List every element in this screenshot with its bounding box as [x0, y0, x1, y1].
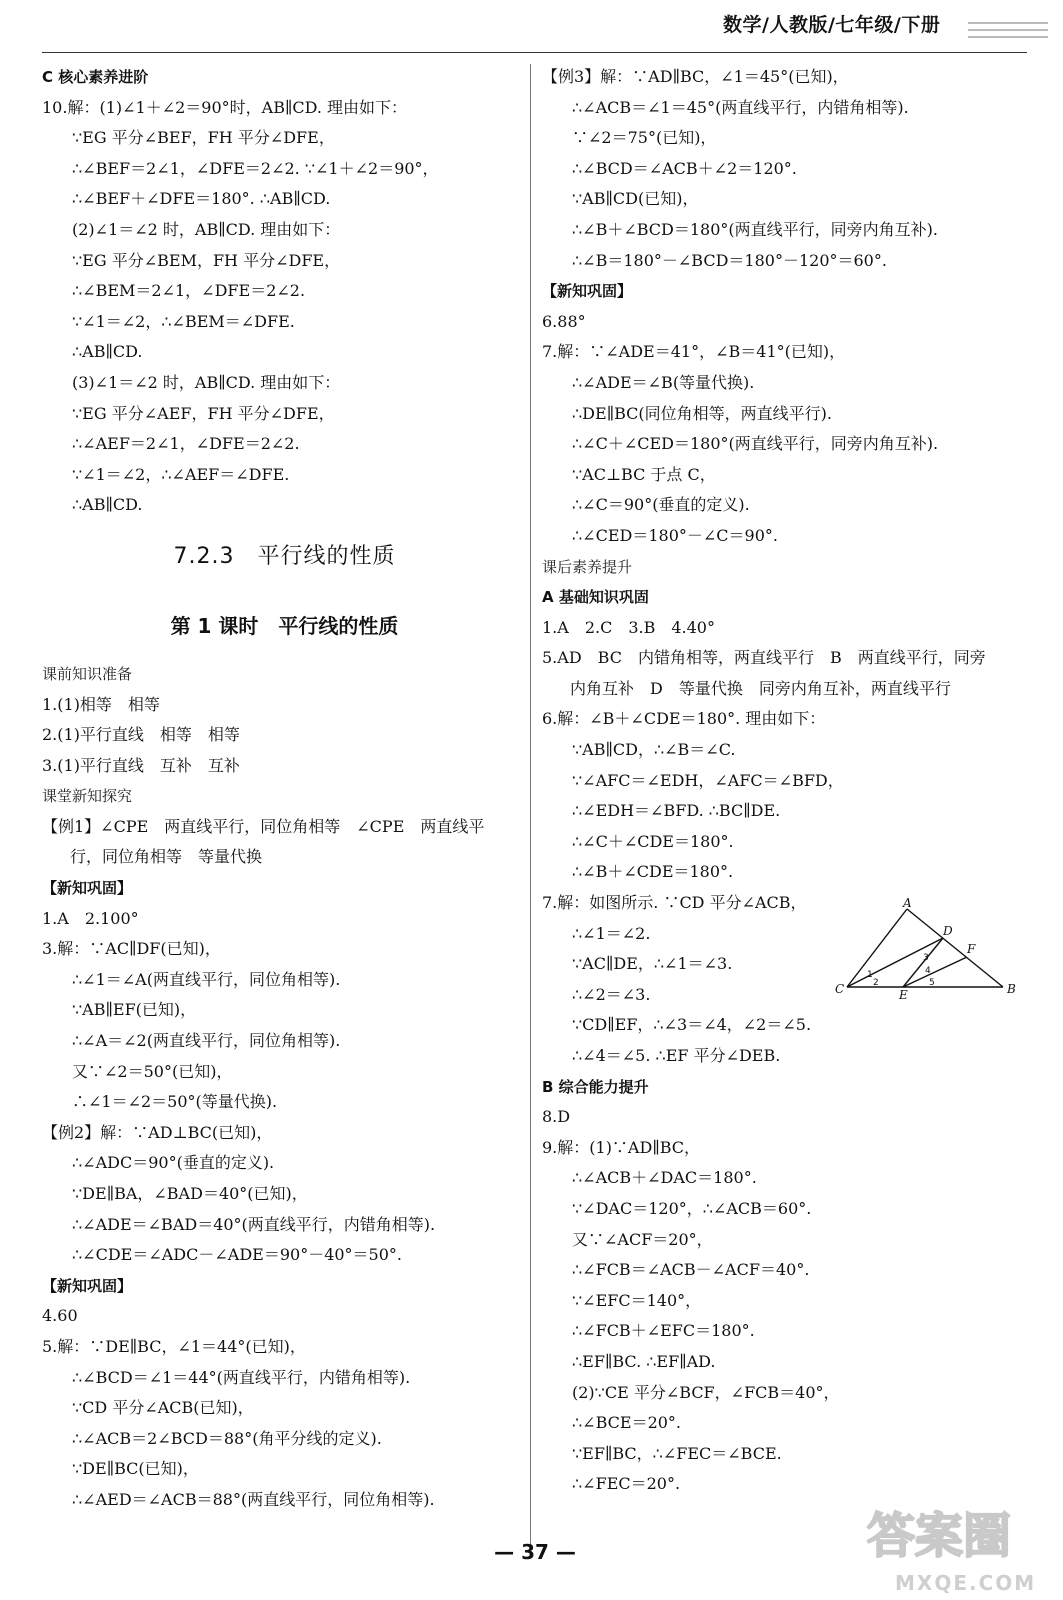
right-line-35: 8.D [542, 1107, 571, 1127]
page-number: — 37 — [494, 1540, 576, 1564]
right-line-12: ∴DE∥BC(同位角相等，两直线平行). [572, 403, 832, 423]
header-decoration [968, 22, 1048, 43]
segment-ac [847, 909, 907, 987]
left-b-line-8: 【新知巩固】 [42, 879, 133, 898]
left-b-line-12: ∵AB∥EF(已知)， [72, 1000, 197, 1020]
right-line-46: ∵EF∥BC，∴∠FEC＝∠BCE. [572, 1443, 782, 1463]
right-line-44: (2)∵CE 平分∠BCF，∠FCB＝40°， [572, 1382, 840, 1402]
left-b-line-25: ∵CD 平分∠ACB(已知)， [72, 1398, 254, 1418]
running-header: 数学/人教版/七年级/下册 [723, 14, 941, 36]
left-b-line-19: ∴∠ADE＝∠BAD＝40°(两直线平行，内错角相等). [72, 1214, 436, 1234]
right-line-36: 9.解：(1)∵AD∥BC， [542, 1137, 701, 1157]
angle-5: 5 [929, 978, 935, 988]
left-b-line-27: ∵DE∥BC(已知)， [72, 1459, 199, 1479]
right-line-47: ∴∠FEC＝20°. [572, 1474, 681, 1494]
right-line-20: 5.AD BC 内错角相等，两直线平行 B 两直线平行，同旁 [542, 648, 986, 668]
point-f: F [967, 942, 976, 956]
right-line-22: 6.解：∠B＋∠CDE＝180°. 理由如下： [542, 709, 826, 729]
right-line-33: ∴∠4＝∠5. ∴EF 平分∠DEB. [572, 1046, 781, 1065]
right-line-18: A 基础知识巩固 [542, 588, 649, 607]
left-b-line-10: 3.解：∵AC∥DF(已知)， [42, 939, 221, 959]
left-a-line-13: ∴∠AEF＝2∠1，∠DFE＝2∠2. [72, 434, 300, 454]
left-b-line-4: 3.(1)平行直线 互补 互补 [42, 755, 240, 775]
left-b-line-11: ∴∠1＝∠A(两直线平行，同位角相等). [72, 969, 341, 989]
left-a-line-11: (3)∠1＝∠2 时，AB∥CD. 理由如下： [72, 372, 341, 392]
watermark-url: MXQE.COM [895, 1571, 1037, 1595]
right-line-40: ∴∠FCB＝∠ACB－∠ACF＝40°. [572, 1260, 810, 1280]
right-line-10: 7.解：∵∠ADE＝41°，∠B＝41°(已知)， [542, 342, 846, 362]
left-b-line-6: 【例1】∠CPE 两直线平行，同位角相等 ∠CPE 两直线平 [42, 816, 485, 836]
right-line-3: ∵∠2＝75°(已知)， [572, 128, 717, 148]
left-b-line-5: 课堂新知探究 [42, 787, 133, 806]
point-e: E [899, 988, 908, 1002]
right-line-30: ∵AC∥DE，∴∠1＝∠3. [572, 954, 733, 974]
section-title: 7.2.3 平行线的性质 [173, 543, 396, 569]
watermark-logo [855, 1490, 1055, 1600]
header-rule [42, 52, 1027, 53]
right-line-16: ∴∠CED＝180°－∠C＝90°. [572, 525, 778, 545]
left-b-line-14: 又∵∠2＝50°(已知)， [72, 1061, 233, 1081]
left-b-line-3: 2.(1)平行直线 相等 相等 [42, 725, 240, 745]
left-b-line-2: 1.(1)相等 相等 [42, 694, 160, 714]
right-line-6: ∴∠B＋∠BCD＝180°(两直线平行，同旁内角互补). [572, 219, 938, 239]
left-a-line-10: ∴AB∥CD. [72, 342, 143, 362]
right-line-17: 课后素养提升 [542, 557, 633, 576]
left-b-line-1: 课前知识准备 [42, 664, 133, 683]
right-line-25: ∴∠EDH＝∠BFD. ∴BC∥DE. [572, 801, 781, 821]
right-line-39: 又∵∠ACF＝20°， [572, 1229, 713, 1249]
right-column [542, 62, 1030, 1500]
point-c: C [835, 982, 845, 996]
right-line-19: 1.A 2.C 3.B 4.40° [542, 617, 715, 637]
right-line-28: 7.解：如图所示. ∵CD 平分∠ACB， [542, 893, 807, 913]
right-line-34: B 综合能力提升 [542, 1077, 649, 1096]
point-a: A [903, 897, 912, 910]
right-line-38: ∵∠DAC＝120°，∴∠ACB＝60°. [572, 1198, 812, 1218]
left-b-line-9: 1.A 2.100° [42, 908, 139, 928]
left-a-line-6: (2)∠1＝∠2 时，AB∥CD. 理由如下： [72, 219, 341, 239]
angle-1: 1 [867, 970, 873, 980]
left-b-line-7: 行，同位角相等 等量代换 [70, 847, 263, 867]
right-line-37: ∴∠ACB＋∠DAC＝180°. [572, 1168, 757, 1188]
left-a-line-9: ∵∠1＝∠2，∴∠BEM＝∠DFE. [72, 311, 295, 331]
left-a-line-2: 10.解：(1)∠1＋∠2＝90°时，AB∥CD. 理由如下： [42, 97, 408, 117]
angle-3: 3 [923, 953, 929, 963]
right-line-13: ∴∠C＋∠CED＝180°(两直线平行，同旁内角互补). [572, 434, 939, 454]
left-b-line-22: 4.60 [42, 1306, 78, 1326]
answer-block-q10 [42, 62, 527, 521]
left-b-line-13: ∴∠A＝∠2(两直线平行，同位角相等). [72, 1031, 341, 1051]
left-a-line-14: ∵∠1＝∠2，∴∠AEF＝∠DFE. [72, 464, 290, 484]
right-line-15: ∴∠C＝90°(垂直的定义). [572, 495, 750, 515]
left-b-line-18: ∵DE∥BA，∠BAD＝40°(已知)， [72, 1184, 308, 1203]
right-line-45: ∴∠BCE＝20°. [572, 1413, 682, 1433]
left-a-line-12: ∵EG 平分∠AEF，FH 平分∠DFE， [72, 403, 335, 423]
triangle-figure [833, 897, 1023, 1002]
left-b-line-21: 【新知巩固】 [42, 1276, 133, 1295]
left-b-line-26: ∴∠ACB＝2∠BCD＝88°(角平分线的定义). [72, 1428, 382, 1448]
right-line-27: ∴∠B＋∠CDE＝180°. [572, 862, 734, 882]
left-a-line-3: ∵EG 平分∠BEF，FH 平分∠DFE， [72, 128, 335, 148]
left-b-line-20: ∴∠CDE＝∠ADC－∠ADE＝90°－40°＝50°. [72, 1245, 403, 1265]
right-line-26: ∴∠C＋∠CDE＝180°. [572, 831, 734, 851]
lesson-title: 第 1 课时 平行线的性质 [170, 613, 399, 638]
right-line-14: ∵AC⊥BC 于点 C， [572, 464, 716, 484]
column-divider [530, 64, 531, 1544]
right-line-32: ∵CD∥EF，∴∠3＝∠4，∠2＝∠5. [572, 1015, 812, 1035]
left-a-line-7: ∵EG 平分∠BEM，FH 平分∠DFE， [72, 250, 341, 270]
right-line-8: 【新知巩固】 [542, 282, 633, 301]
right-line-24: ∵∠AFC＝∠EDH，∠AFC＝∠BFD， [572, 770, 844, 790]
right-line-7: ∴∠B＝180°－∠BCD＝180°－120°＝60°. [572, 250, 887, 270]
left-b-line-17: ∴∠ADC＝90°(垂直的定义). [72, 1153, 275, 1173]
right-line-21: 内角互补 D 等量代换 同旁内角互补，两直线平行 [570, 678, 951, 698]
segment-ab [907, 909, 1003, 987]
right-line-2: ∴∠ACB＝∠1＝45°(两直线平行，内错角相等). [572, 97, 909, 117]
right-line-4: ∴∠BCD＝∠ACB＋∠2＝120°. [572, 158, 797, 178]
right-line-31: ∴∠2＝∠3. [572, 984, 651, 1004]
left-column [42, 62, 527, 1516]
left-b-line-28: ∴∠AED＝∠ACB＝88°(两直线平行，同位角相等). [72, 1489, 435, 1509]
right-line-11: ∴∠ADE＝∠B(等量代换). [572, 372, 755, 392]
right-line-41: ∵∠EFC＝140°， [572, 1290, 702, 1310]
left-b-line-24: ∴∠BCD＝∠1＝44°(两直线平行，内错角相等). [72, 1367, 411, 1387]
right-line-43: ∴EF∥BC. ∴EF∥AD. [572, 1351, 716, 1371]
point-b: B [1007, 982, 1016, 996]
left-b-line-15: ∴∠1＝∠2＝50°(等量代换). [72, 1092, 278, 1112]
left-b-line-23: 5.解：∵DE∥BC，∠1＝44°(已知)， [42, 1336, 306, 1356]
angle-4: 4 [925, 966, 931, 976]
answer-block-right [542, 62, 1030, 1500]
angle-2: 2 [873, 978, 879, 988]
right-line-29: ∴∠1＝∠2. [572, 923, 651, 943]
answer-block-lesson [42, 659, 527, 1516]
right-line-5: ∵AB∥CD(已知)， [572, 189, 699, 209]
left-a-line-1: C 核心素养进阶 [42, 68, 149, 86]
right-line-23: ∵AB∥CD，∴∠B＝∠C. [572, 740, 736, 760]
segment-ef [903, 957, 967, 987]
right-line-1: 【例3】解：∵AD∥BC，∠1＝45°(已知)， [542, 67, 849, 86]
left-a-line-5: ∴∠BEF＋∠DFE＝180°. ∴AB∥CD. [72, 189, 331, 209]
right-line-9: 6.88° [542, 311, 586, 331]
left-b-line-16: 【例2】解：∵AD⊥BC(已知)， [42, 1122, 273, 1142]
point-d: D [943, 924, 953, 938]
left-a-line-8: ∴∠BEM＝2∠1，∠DFE＝2∠2. [72, 281, 306, 301]
left-a-line-15: ∴AB∥CD. [72, 495, 143, 515]
left-a-line-4: ∴∠BEF＝2∠1，∠DFE＝2∠2. ∵∠1＋∠2＝90°， [72, 158, 439, 178]
watermark-title: 答案圈 [867, 1508, 1012, 1564]
right-line-42: ∴∠FCB＋∠EFC＝180°. [572, 1321, 755, 1341]
